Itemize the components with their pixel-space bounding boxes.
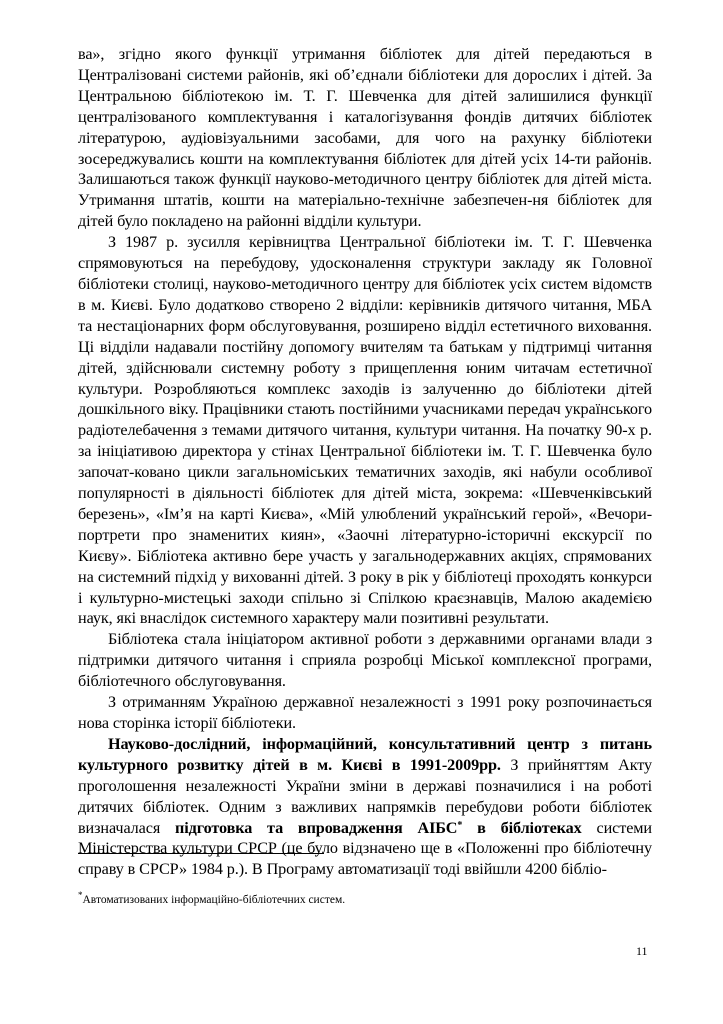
footnote [78, 890, 652, 907]
footnote-separator [78, 853, 324, 854]
text-run: ва», згідно якого функції утримання бібліотек для дітей передаються в Централізовані системи районів, які об’єднали бібліотеки для дорослих і дітей. За Центральною бібліотекою ім. Т. Г. Шевченка для дітей залишилися функції централізованого комплектування і каталогізування фондів дитячих бібліотек літературою, аудіовізуальними засобами, для чого на рахунку бібліотеки зосереджувались кошти на комплектування бібліотек для дітей усіх 14-ти районів. Залишаються також функції науково-методичного центру бібліотек для дітей міста. Утримання штатів, кошти на матеріально-технічне забезпечен-ня бібліотек для дітей було покладено на районні відділи культури. [78, 45, 652, 231]
bold-text: підготовка та впровадження АІБС [175, 818, 458, 837]
bold-text: в бібліотеках [462, 818, 582, 837]
footnote-text: Автоматизованих інформаційно-бібліотечних систем. [82, 894, 346, 906]
body-text [78, 44, 652, 880]
paragraph [78, 629, 652, 692]
footnote-marker: * [78, 890, 83, 900]
footnote-reference: * [457, 819, 463, 831]
text-run: З 1987 р. зусилля керівництва Центральної бібліотеки ім. Т. Г. Шевченка спрямовуються на перебудову, удосконалення структури закладу як Головної бібліотеки столиці, науково-методичного центру для бібліотек усіх систем відомств в м. Києві. Було додатково створено 2 відділи: керівників дитячого читання, МБА та нестаціонарних форм обслуговування, розширено відділ естетичного виховання. Ці відділи надавали постійну допомогу вчителям та батькам у підтримці читання дітей, здійснювали системну роботу з прищеплення юним читачам естетичної культури. Розробляються комплекс заходів із залученню до бібліотеки дітей дошкільного віку. Працівники стають постійними учасниками передач українського радіотелебачення з темами дитячого читання, культури читання. На початку 90-х р. за ініціативою директора у стінах Центральної бібліотеки ім. Т. Г. Шевченка було започат-ковано цикли загальноміських тематичних заходів, які набули особливої популярності в діяльності бібліотек для дітей міста, зокрема: «Шевченківський березень», «Ім’я на карті Києва», «Мій улюблений український герой», «Вечори-портрети про знаменитих киян», «Заочні літературно-історичні екскурсії по Києву». Бібліотека активно бере участь у загальнодержавних акціях, спрямованих на системний підхід у вихованні дітей. З року в рік у бібліотеці проходять конкурси і культурно-мистецькі заходи спільно зі Спілкою краєзнавців, Малою академією наук, які внаслідок системного характеру мали позитивні результати. [78, 233, 652, 628]
paragraph [78, 734, 652, 880]
paragraph [78, 44, 652, 232]
text-run: системи Міністерства культури СРСР (це було відзначено ще в «Положенні про бібліотечну справу в СРСР» 1984 р.). В Програму автоматизації тоді ввійшли 4200 бібліо- [78, 818, 652, 879]
paragraph [78, 232, 652, 629]
text-run: З отриманням Україною державної незалежності з 1991 року розпочинається нова сторінка історії бібліотеки. [78, 693, 652, 732]
paragraph [78, 692, 652, 734]
text-run: З прийняттям Акту проголошення незалежності України зміни в державі позначилися і на роботі дитячих бібліотек. Одним з важливих напрямків перебудови роботи бібліотек визначалася [78, 755, 653, 837]
text-run: Бібліотека стала ініціатором активної роботи з державними органами влади з підтримки дитячого читання і сприяла розробці Міської комплексної програми, бібліотечного обслуговування. [78, 630, 652, 691]
page-number: 11 [636, 944, 648, 958]
bold-text: Науково-дослідний, інформаційний, консультативний центр з питань культурного розвитку дітей в м. Києві в 1991-2009рр. [78, 734, 652, 774]
